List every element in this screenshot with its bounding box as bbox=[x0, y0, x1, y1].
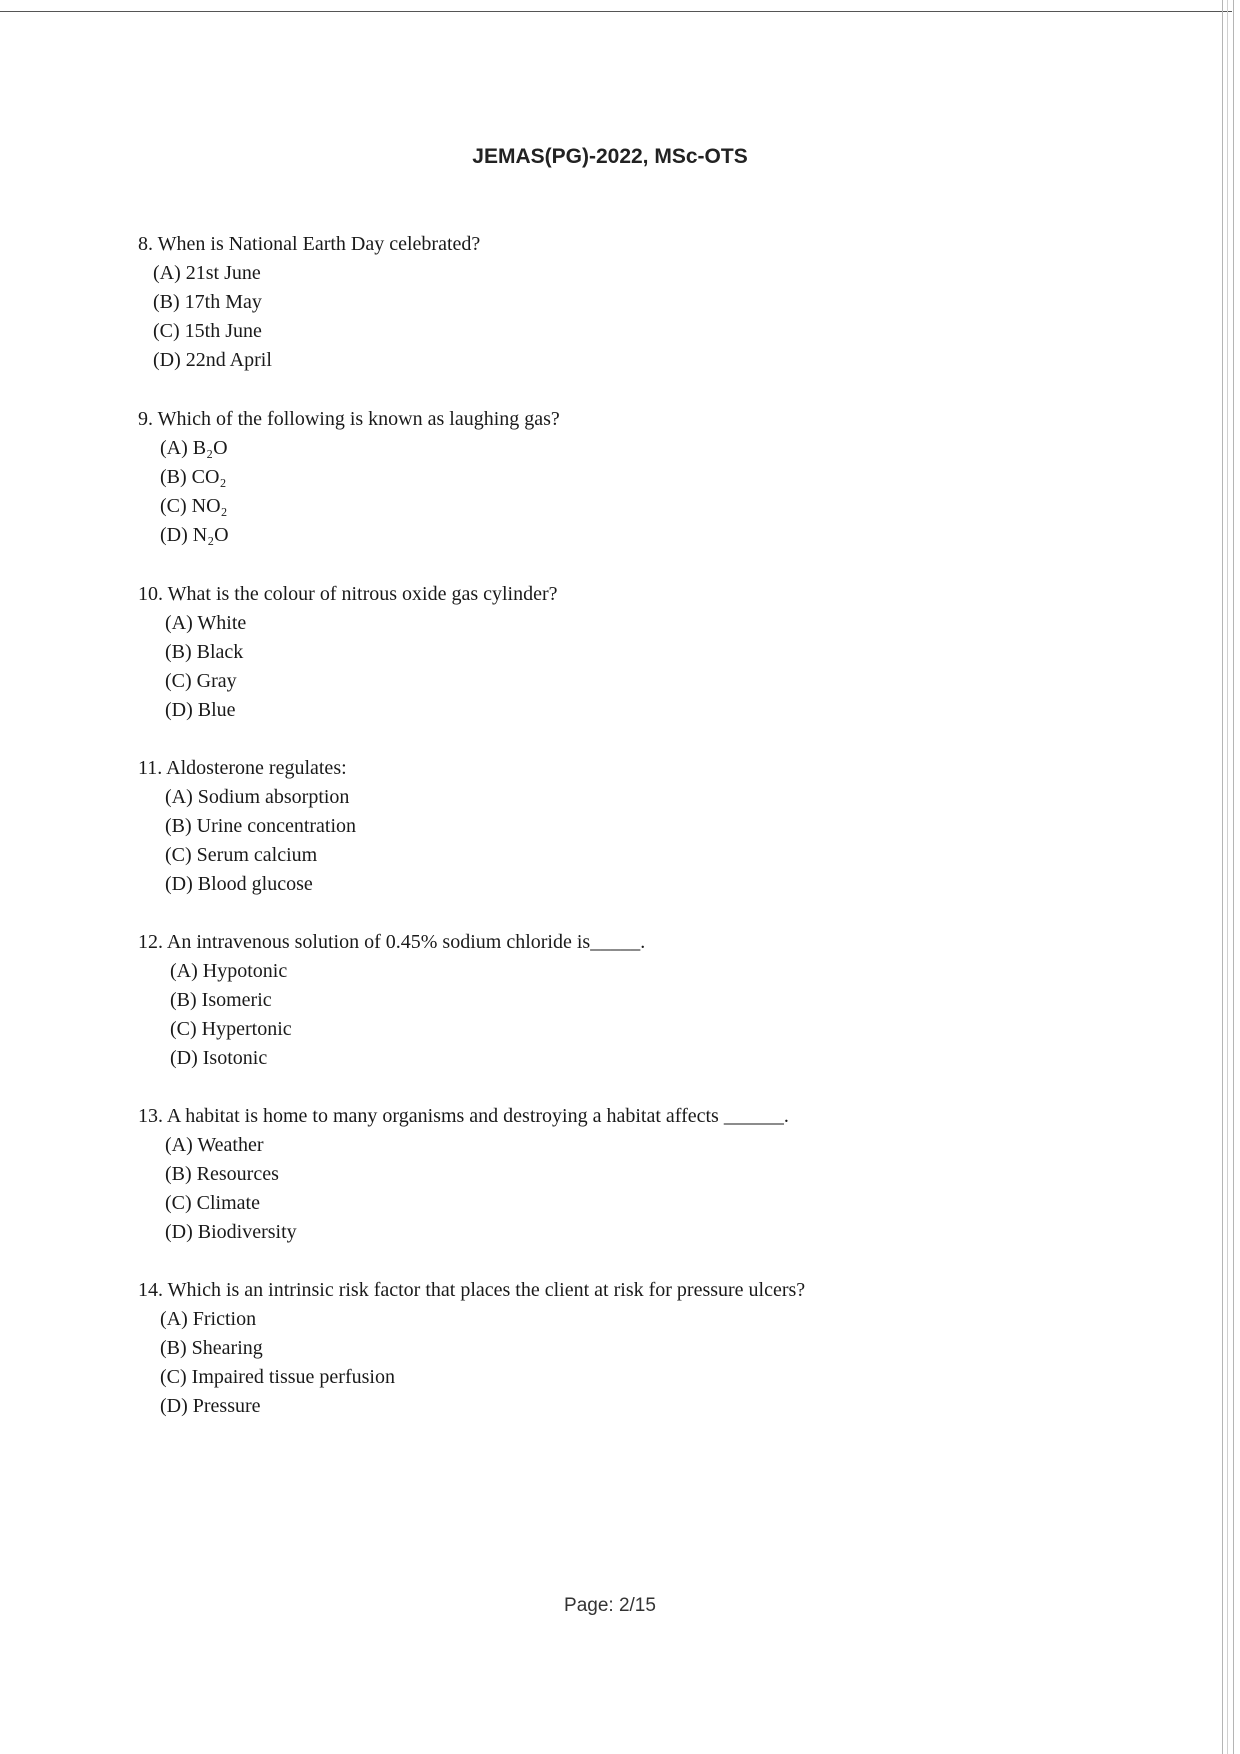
options-list bbox=[165, 783, 356, 899]
options-list bbox=[160, 1305, 805, 1421]
top-border-line bbox=[0, 11, 1232, 12]
option-a: (A) White bbox=[165, 612, 247, 634]
question-9 bbox=[138, 405, 560, 550]
options-list bbox=[165, 609, 558, 725]
question-8 bbox=[138, 230, 480, 375]
option-a: (A) Friction bbox=[160, 1308, 257, 1330]
question-text: 12. An intravenous solution of 0.45% sodium chloride is_____. bbox=[138, 931, 646, 953]
option-c: (C) Gray bbox=[165, 670, 237, 692]
question-14 bbox=[138, 1276, 805, 1421]
question-text: 13. A habitat is home to many organisms and destroying a habitat affects ______. bbox=[138, 1105, 789, 1127]
option-c: (C) Hypertonic bbox=[170, 1018, 292, 1040]
question-11 bbox=[138, 754, 356, 899]
question-10 bbox=[138, 580, 558, 725]
question-13 bbox=[138, 1102, 789, 1247]
option-a: (A) Weather bbox=[165, 1134, 264, 1156]
option-d: (D) N₂O bbox=[160, 524, 229, 546]
option-d: (D) Blue bbox=[165, 699, 236, 721]
question-12 bbox=[138, 928, 645, 1073]
options-list bbox=[160, 434, 560, 550]
option-c: (C) Impaired tissue perfusion bbox=[160, 1366, 395, 1388]
option-c: (C) Climate bbox=[165, 1192, 260, 1214]
options-list bbox=[165, 1131, 789, 1247]
question-text: 14. Which is an intrinsic risk factor that places the client at risk for pressure ulcers? bbox=[138, 1279, 806, 1301]
option-b: (B) Isomeric bbox=[170, 989, 272, 1011]
option-b: (B) Black bbox=[165, 641, 244, 663]
page-number: Page: 2/15 bbox=[564, 1595, 656, 1616]
option-a: (A) Sodium absorption bbox=[165, 786, 350, 808]
option-b: (B) Urine concentration bbox=[165, 815, 357, 837]
option-d: (D) Biodiversity bbox=[165, 1221, 297, 1243]
question-text: 11. Aldosterone regulates: bbox=[138, 757, 347, 779]
option-c: (C) Serum calcium bbox=[165, 844, 318, 866]
option-d: (D) 22nd April bbox=[153, 349, 272, 371]
option-b: (B) CO₂ bbox=[160, 466, 227, 488]
option-b: (B) Shearing bbox=[160, 1337, 263, 1359]
page-title: JEMAS(PG)-2022, MSc-OTS bbox=[472, 145, 748, 168]
scan-edge-line bbox=[1222, 0, 1223, 1754]
option-b: (B) 17th May bbox=[153, 291, 262, 313]
option-d: (D) Blood glucose bbox=[165, 873, 313, 895]
option-d: (D) Isotonic bbox=[170, 1047, 268, 1069]
option-a: (A) Hypotonic bbox=[170, 960, 288, 982]
option-c: (C) 15th June bbox=[153, 320, 262, 342]
option-a: (A) 21st June bbox=[153, 262, 261, 284]
question-text: 8. When is National Earth Day celebrated? bbox=[138, 233, 481, 255]
question-text: 9. Which of the following is known as laughing gas? bbox=[138, 408, 560, 430]
options-list bbox=[153, 259, 480, 375]
scan-edge-line bbox=[1227, 0, 1228, 1754]
option-a: (A) B₂O bbox=[160, 437, 228, 459]
option-b: (B) Resources bbox=[165, 1163, 279, 1185]
scan-edge-line bbox=[1233, 0, 1234, 1754]
option-d: (D) Pressure bbox=[160, 1395, 261, 1417]
question-text: 10. What is the colour of nitrous oxide gas cylinder? bbox=[138, 583, 558, 605]
option-c: (C) NO₂ bbox=[160, 495, 228, 517]
options-list bbox=[170, 957, 645, 1073]
